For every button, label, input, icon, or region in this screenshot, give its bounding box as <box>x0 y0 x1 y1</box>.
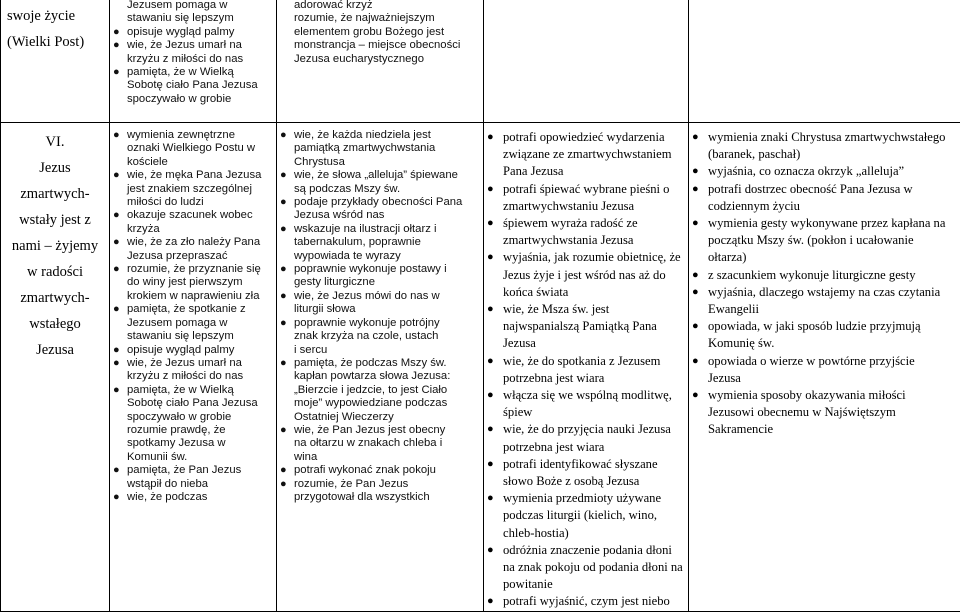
topic-line: w radości <box>4 259 106 285</box>
requirement-line <box>280 250 480 263</box>
requirement-line <box>280 276 480 289</box>
requirement-text: Sobotę ciało Pana Jezusa <box>127 79 273 92</box>
requirement-text: początku Mszy św. (pokłon i ucałowanie <box>708 232 957 249</box>
requirement-text: Pana Jezusa <box>503 163 685 180</box>
requirement-text: gesty liturgiczne <box>294 276 480 289</box>
requirement-item <box>113 129 273 142</box>
requirement-text: podczas liturgii (kielich, wino, <box>503 507 685 524</box>
requirement-text: oznaki Wielkiego Postu w <box>127 142 273 155</box>
topic-line: nami – żyjemy <box>4 233 106 259</box>
requirement-item <box>487 593 685 610</box>
very-good-requirements-cell <box>689 0 960 123</box>
requirement-line <box>487 507 685 524</box>
requirement-line <box>113 317 273 330</box>
bullet-icon: ● <box>113 491 127 504</box>
requirement-text: Jezusa wśród nas <box>294 209 480 222</box>
topic-line: (Wielki Post) <box>7 29 105 55</box>
requirement-text: codziennym życiu <box>708 198 957 215</box>
requirement-line <box>113 276 273 289</box>
bullet-icon: ● <box>113 129 127 142</box>
requirement-text: (baranek, paschał) <box>708 146 957 163</box>
topic-line: wstałego <box>4 311 106 337</box>
requirement-item <box>692 163 957 180</box>
requirement-item <box>692 181 957 198</box>
topic-line: zmartwych- <box>4 181 106 207</box>
requirement-line <box>487 163 685 180</box>
requirement-text: potrzebna jest wiara <box>503 439 685 456</box>
requirement-text: krzyżu z miłości do nas <box>127 370 273 383</box>
good-requirements-cell <box>484 123 689 612</box>
requirement-item <box>692 129 957 146</box>
requirement-text: liturgii słowa <box>294 303 480 316</box>
requirement-text: wymienia sposoby okazywania miłości <box>708 387 957 404</box>
topic-line: Jezusa <box>4 337 106 363</box>
requirement-text: rozumie prawdę, że <box>127 424 273 437</box>
requirement-text: najwspanialszą Pamiątką Pana <box>503 318 685 335</box>
requirement-item <box>692 267 957 284</box>
requirement-text: Jezusa <box>503 335 685 352</box>
requirement-text: pamiątką zmartwychwstania <box>294 142 480 155</box>
requirement-text: elementem grobu Bożego jest <box>294 26 480 39</box>
bullet-icon: ● <box>487 215 503 232</box>
requirement-line <box>487 284 685 301</box>
bullet-icon: ● <box>487 181 503 198</box>
requirement-text: wstąpił do nieba <box>127 478 273 491</box>
requirement-text: krzyżu z miłości do nas <box>127 53 273 66</box>
requirement-text: końca świata <box>503 284 685 301</box>
requirement-text: opowiada, w jaki sposób ludzie przyjmują <box>708 318 957 335</box>
bullet-icon: ● <box>113 66 127 79</box>
bullet-icon: ● <box>280 263 294 276</box>
requirement-item <box>487 249 685 266</box>
bullet-icon: ● <box>113 26 127 39</box>
requirement-text: z szacunkiem wykonuje liturgiczne gesty <box>708 267 957 284</box>
topic-line: VI. <box>4 129 106 155</box>
requirement-item <box>113 39 273 52</box>
requirement-line <box>280 411 480 424</box>
requirement-text: rozumie, że Pan Jezus <box>294 478 480 491</box>
requirement-line <box>113 79 273 92</box>
requirement-item <box>113 209 273 222</box>
requirement-item <box>113 66 273 79</box>
requirement-line <box>113 0 273 12</box>
requirement-text: wymienia znaki Chrystusa zmartwychwstałego <box>708 129 957 146</box>
requirement-text: Jezus żyje i jest wśród nas aż do <box>503 267 685 284</box>
requirement-text: zmartwychwstania Jezusa <box>503 232 685 249</box>
topic-line: zmartwych- <box>4 285 106 311</box>
requirement-text: jest znakiem szczególnej <box>127 183 273 196</box>
topic-cell <box>1 123 110 612</box>
requirement-line <box>113 424 273 437</box>
requirement-text: kapłan powtarza słowa Jezusa: <box>294 370 480 383</box>
bullet-icon: ● <box>692 215 708 232</box>
requirement-text: moje” wypowiedziane podczas <box>294 397 480 410</box>
bullet-icon: ● <box>280 478 294 491</box>
requirement-item <box>280 196 480 209</box>
requirement-item <box>280 263 480 276</box>
requirement-text: Chrystusa <box>294 156 480 169</box>
requirement-item <box>113 357 273 370</box>
requirement-item <box>280 223 480 236</box>
requirement-text: opisuje wygląd palmy <box>127 26 273 39</box>
requirement-text: adorować krzyż <box>294 0 480 12</box>
bullet-icon: ● <box>280 223 294 236</box>
bullet-icon: ● <box>113 303 127 316</box>
requirement-text: Jezusa <box>708 370 957 387</box>
requirement-text: „Bierzcie i jedzcie, to jest Ciało <box>294 384 480 397</box>
requirement-line <box>280 491 480 504</box>
requirement-item <box>487 129 685 146</box>
requirement-text: Jezusem pomaga w <box>127 0 273 12</box>
requirement-item <box>113 169 273 182</box>
requirement-text: stawaniu się lepszym <box>127 330 273 343</box>
requirement-item <box>692 215 957 232</box>
requirement-text: stawaniu się lepszym <box>127 12 273 25</box>
requirement-text: wie, że męka Pana Jezusa <box>127 169 273 182</box>
bullet-icon: ● <box>487 387 503 404</box>
requirement-text: potrafi identyfikować słyszane <box>503 456 685 473</box>
requirement-text: miłości do ludzi <box>127 196 273 209</box>
requirement-line <box>487 335 685 352</box>
bullet-icon: ● <box>113 209 127 222</box>
requirement-line <box>113 250 273 263</box>
good-requirements-cell <box>484 0 689 123</box>
requirement-text: wypowiada te wyrazy <box>294 250 480 263</box>
requirement-item <box>280 464 480 477</box>
requirement-line <box>487 232 685 249</box>
bullet-icon: ● <box>487 456 503 473</box>
requirement-text: przygotował dla wszystkich <box>294 491 480 504</box>
bullet-icon: ● <box>487 421 503 438</box>
requirement-text: opisuje wygląd palmy <box>127 344 273 357</box>
requirement-text: wymienia przedmioty używane <box>503 490 685 507</box>
requirement-item <box>113 464 273 477</box>
bullet-icon: ● <box>113 236 127 249</box>
bullet-icon: ● <box>280 357 294 370</box>
basic-requirements-cell <box>110 0 277 123</box>
requirement-line <box>113 142 273 155</box>
requirement-text: wie, że do przyjęcia nauki Jezusa <box>503 421 685 438</box>
table-row <box>1 0 960 123</box>
requirement-text: potrzebna jest wiara <box>503 370 685 387</box>
requirement-text: wie, że Jezus umarł na <box>127 357 273 370</box>
requirement-line <box>692 249 957 266</box>
table-row <box>1 123 960 612</box>
requirement-text: wina <box>294 451 480 464</box>
requirement-text: rozumie, że przyznanie się <box>127 263 273 276</box>
requirement-item <box>113 236 273 249</box>
requirement-item <box>113 384 273 397</box>
requirement-line <box>280 26 480 39</box>
requirement-text: poprawnie wykonuje potrójny <box>294 317 480 330</box>
requirement-item <box>487 421 685 438</box>
requirement-text: wymienia gesty wykonywane przez kapłana na <box>708 215 957 232</box>
bullet-icon: ● <box>113 384 127 397</box>
requirement-line <box>113 437 273 450</box>
requirement-text: potrafi dostrzec obecność Pana Jezusa w <box>708 181 957 198</box>
requirement-line <box>280 39 480 52</box>
requirement-line <box>692 335 957 352</box>
extended-requirements-cell <box>277 0 484 123</box>
requirement-item <box>487 387 685 404</box>
requirement-text: pamięta, że w Wielką <box>127 66 273 79</box>
requirement-line <box>487 473 685 490</box>
bullet-icon: ● <box>692 318 708 335</box>
requirement-text: na znak pokoju od podania dłoni na <box>503 559 685 576</box>
bullet-icon: ● <box>280 169 294 182</box>
requirement-text: podaje przykłady obecności Pana <box>294 196 480 209</box>
bullet-icon: ● <box>113 169 127 182</box>
bullet-icon: ● <box>280 317 294 330</box>
requirement-line <box>113 397 273 410</box>
requirement-text: wie, że każda niedziela jest <box>294 129 480 142</box>
requirement-line <box>487 559 685 576</box>
requirement-text: opowiada o wierze w powtórne przyjście <box>708 353 957 370</box>
requirement-text: i sercu <box>294 344 480 357</box>
requirement-item <box>113 491 273 504</box>
topic-line: Jezus <box>4 155 106 181</box>
bullet-icon: ● <box>692 353 708 370</box>
bullet-icon: ● <box>487 249 503 266</box>
requirement-line <box>113 290 273 303</box>
requirement-line <box>113 12 273 25</box>
requirement-line <box>692 198 957 215</box>
requirement-line <box>113 370 273 383</box>
requirement-text: pamięta, że spotkanie z <box>127 303 273 316</box>
requirement-text: Jezusa eucharystycznego <box>294 53 480 66</box>
requirement-text: krokiem w naprawieniu zła <box>127 290 273 303</box>
requirement-line <box>113 93 273 106</box>
requirement-line <box>487 404 685 421</box>
requirement-text: wie, że Jezus umarł na <box>127 39 273 52</box>
requirement-line <box>280 236 480 249</box>
requirement-text: Jezusa przepraszać <box>127 250 273 263</box>
requirement-text: pamięta, że w Wielką <box>127 384 273 397</box>
bullet-icon: ● <box>113 263 127 276</box>
requirement-text: Jezusem pomaga w <box>127 317 273 330</box>
bullet-icon: ● <box>487 593 503 610</box>
requirement-line <box>280 209 480 222</box>
requirement-text: śpiewem wyraża radość ze <box>503 215 685 232</box>
requirement-text: spotkamy Jezusa w <box>127 437 273 450</box>
requirement-line <box>280 384 480 397</box>
requirement-text: potrafi opowiedzieć wydarzenia <box>503 129 685 146</box>
requirement-text: wie, że Jezus mówi do nas w <box>294 290 480 303</box>
requirement-line <box>692 146 957 163</box>
requirement-line <box>113 223 273 236</box>
requirement-line <box>487 439 685 456</box>
requirement-line <box>113 451 273 464</box>
requirement-item <box>487 353 685 370</box>
bullet-icon: ● <box>280 464 294 477</box>
requirement-text: odróżnia znaczenie podania dłoni <box>503 542 685 559</box>
requirement-item <box>280 169 480 182</box>
requirement-text: są podczas Mszy św. <box>294 183 480 196</box>
requirement-line <box>113 411 273 424</box>
requirement-line <box>487 267 685 284</box>
bullet-icon: ● <box>487 542 503 559</box>
requirement-line <box>280 344 480 357</box>
bullet-icon: ● <box>280 196 294 209</box>
requirement-text: wskazuje na ilustracji ołtarz i <box>294 223 480 236</box>
requirement-text: do winy jest pierwszym <box>127 276 273 289</box>
requirement-line <box>113 53 273 66</box>
requirement-text: rozumie, że najważniejszym <box>294 12 480 25</box>
requirement-line <box>692 301 957 318</box>
requirement-text: wie, że Msza św. jest <box>503 301 685 318</box>
requirement-line <box>692 370 957 387</box>
requirement-item <box>280 129 480 142</box>
requirement-line <box>487 198 685 215</box>
requirement-line <box>113 183 273 196</box>
requirement-line <box>280 451 480 464</box>
bullet-icon: ● <box>692 181 708 198</box>
requirement-text: Komunii św. <box>127 451 273 464</box>
requirement-text: Sakramencie <box>708 421 957 438</box>
requirement-line <box>487 146 685 163</box>
requirement-text: znak krzyża na czole, ustach <box>294 330 480 343</box>
requirement-text: spoczywało w grobie <box>127 411 273 424</box>
requirement-line <box>692 404 957 421</box>
requirement-text: wie, że podczas <box>127 491 273 504</box>
requirement-text: słowo Boże z osobą Jezusa <box>503 473 685 490</box>
requirement-item <box>280 357 480 370</box>
bullet-icon: ● <box>487 353 503 370</box>
requirement-text: okazuje szacunek wobec <box>127 209 273 222</box>
requirement-line <box>113 196 273 209</box>
requirement-text: tabernakulum, poprawnie <box>294 236 480 249</box>
bullet-icon: ● <box>487 301 503 318</box>
requirement-line <box>280 183 480 196</box>
topic-line: swoje życie <box>7 3 105 29</box>
bullet-icon: ● <box>487 129 503 146</box>
requirement-item <box>692 318 957 335</box>
requirement-line <box>692 421 957 438</box>
requirement-item <box>113 344 273 357</box>
requirement-text: poprawnie wykonuje postawy i <box>294 263 480 276</box>
requirement-item <box>280 317 480 330</box>
requirement-text: włącza się we wspólną modlitwę, <box>503 387 685 404</box>
requirement-text: Ewangelii <box>708 301 957 318</box>
requirement-line <box>280 142 480 155</box>
topic-cell <box>1 0 110 123</box>
requirement-item <box>113 303 273 316</box>
requirement-line <box>487 318 685 335</box>
requirement-text: Sobotę ciało Pana Jezusa <box>127 397 273 410</box>
bullet-icon: ● <box>280 129 294 142</box>
requirement-text: śpiew <box>503 404 685 421</box>
requirement-item <box>280 424 480 437</box>
requirement-text: Komunię św. <box>708 335 957 352</box>
extended-requirements-cell <box>277 123 484 612</box>
requirement-line <box>113 156 273 169</box>
requirement-line <box>280 330 480 343</box>
requirement-item <box>487 542 685 559</box>
basic-requirements-cell <box>110 123 277 612</box>
requirement-line <box>280 156 480 169</box>
bullet-icon: ● <box>113 344 127 357</box>
requirement-line <box>487 370 685 387</box>
requirement-text: potrafi śpiewać wybrane pieśni o <box>503 181 685 198</box>
bullet-icon: ● <box>113 39 127 52</box>
requirement-text: wyjaśnia, dlaczego wstajemy na czas czytania <box>708 284 957 301</box>
requirement-line <box>280 53 480 66</box>
bullet-icon: ● <box>692 163 708 180</box>
requirement-text: krzyża <box>127 223 273 236</box>
requirement-item <box>692 353 957 370</box>
requirement-text: powitanie <box>503 576 685 593</box>
requirement-text: wie, że słowa „alleluja” śpiewane <box>294 169 480 182</box>
requirement-text: monstrancja – miejsce obecności <box>294 39 480 52</box>
requirement-text: potrafi wykonać znak pokoju <box>294 464 480 477</box>
bullet-icon: ● <box>692 267 708 284</box>
bullet-icon: ● <box>113 464 127 477</box>
very-good-requirements-cell <box>689 123 960 612</box>
bullet-icon: ● <box>280 290 294 303</box>
bullet-icon: ● <box>692 284 708 301</box>
requirement-line <box>487 525 685 542</box>
requirement-text: Jezusowi obecnemu w Najświętszym <box>708 404 957 421</box>
requirement-text: spoczywało w grobie <box>127 93 273 106</box>
requirement-item <box>487 301 685 318</box>
requirement-item <box>487 490 685 507</box>
requirement-text: wie, że do spotkania z Jezusem <box>503 353 685 370</box>
requirement-item <box>113 26 273 39</box>
bullet-icon: ● <box>113 357 127 370</box>
requirement-line <box>487 576 685 593</box>
requirement-text: na ołtarzu w znakach chleba i <box>294 437 480 450</box>
requirement-text: wyjaśnia, co oznacza okrzyk „alleluja” <box>708 163 957 180</box>
requirement-item <box>280 478 480 491</box>
requirement-line <box>280 397 480 410</box>
requirement-item <box>692 284 957 301</box>
requirement-item <box>280 290 480 303</box>
requirement-text: zmartwychwstaniu Jezusa <box>503 198 685 215</box>
requirement-item <box>487 215 685 232</box>
requirement-text: pamięta, że Pan Jezus <box>127 464 273 477</box>
requirement-text: ołtarza) <box>708 249 957 266</box>
requirement-item <box>487 456 685 473</box>
requirement-text: wymienia zewnętrzne <box>127 129 273 142</box>
topic-line: wstały jest z <box>4 207 106 233</box>
requirement-text: chleb-hostia) <box>503 525 685 542</box>
requirement-text: kościele <box>127 156 273 169</box>
requirement-text: potrafi wyjaśnić, czym jest niebo <box>503 593 685 610</box>
requirement-line <box>113 330 273 343</box>
requirement-line <box>280 12 480 25</box>
bullet-icon: ● <box>280 424 294 437</box>
requirement-line <box>113 478 273 491</box>
requirement-item <box>487 181 685 198</box>
requirement-line <box>692 232 957 249</box>
requirement-line <box>280 370 480 383</box>
bullet-icon: ● <box>692 129 708 146</box>
requirement-line <box>280 303 480 316</box>
requirement-text: wyjaśnia, jak rozumie obietnicę, że <box>503 249 685 266</box>
requirement-text: pamięta, że podczas Mszy św. <box>294 357 480 370</box>
requirement-text: wie, że za zło należy Pana <box>127 236 273 249</box>
bullet-icon: ● <box>692 387 708 404</box>
requirement-item <box>692 387 957 404</box>
requirement-line <box>280 0 480 12</box>
requirement-text: związane ze zmartwychwstaniem <box>503 146 685 163</box>
requirement-line <box>280 437 480 450</box>
requirement-item <box>113 263 273 276</box>
bullet-icon: ● <box>487 490 503 507</box>
requirement-text: wie, że Pan Jezus jest obecny <box>294 424 480 437</box>
requirement-text: Ostatniej Wieczerzy <box>294 411 480 424</box>
